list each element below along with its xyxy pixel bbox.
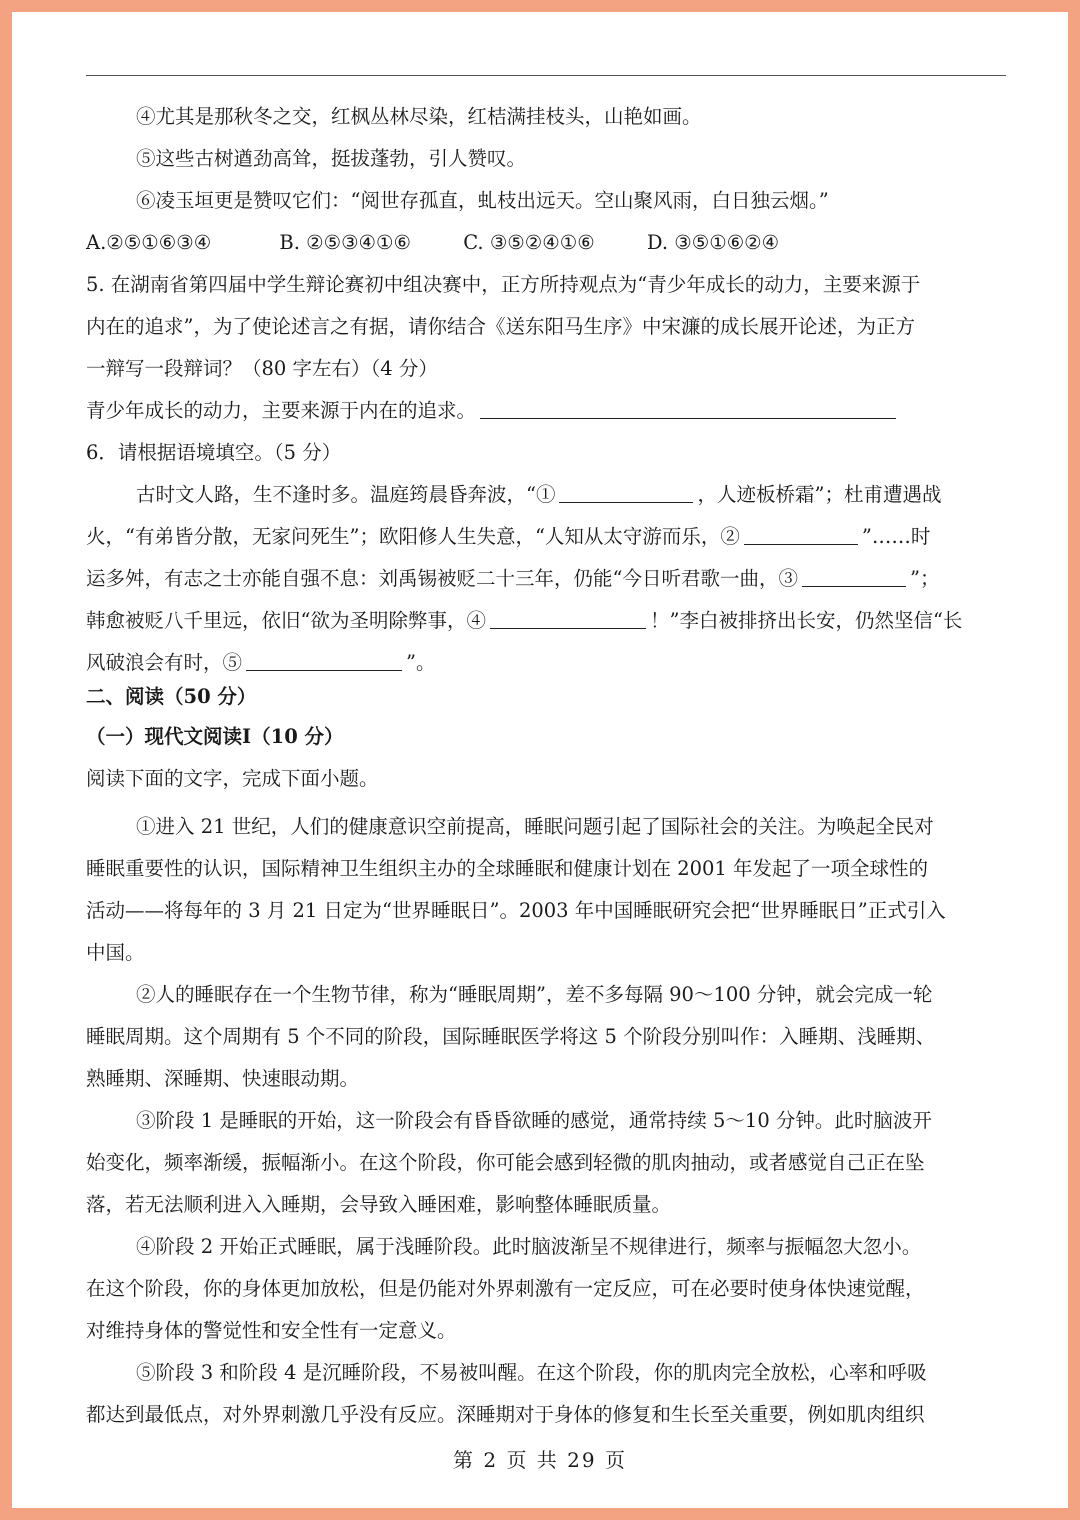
choice-a: A.②⑤①⑥③④ [86,231,212,254]
q6-line-5 [86,648,436,678]
passage-p3-l3: 落，若无法顺利进入入睡期，会导致入睡困难，影响整体睡眠质量。 [86,1193,672,1216]
passage-p4-l2: 在这个阶段，你的身体更加放松，但是仍能对外界刺激有一定反应，可在必要时使身体快速觉醒， [86,1277,925,1300]
blank-5[interactable] [246,650,402,671]
q5-line-3: 一辩写一段辩词？（80 字左右）（4 分） [86,357,438,380]
option-4: ④尤其是那秋冬之交，红枫丛林尽染，红桔满挂枝头，山艳如画。 [136,105,702,128]
choice-c: C. ③⑤②④①⑥ [463,231,595,254]
passage-p2-l3: 熟睡期、深睡期、快速眼动期。 [86,1067,360,1090]
passage-p5-l2: 都达到最低点，对外界刺激几乎没有反应。深睡期对于身体的修复和生长至关重要，例如肌肉组织 [86,1403,925,1426]
q6-line-4 [86,606,962,636]
q5-answer-blank[interactable] [480,398,896,419]
exam-page [12,12,1068,1508]
passage-p2-l2: 睡眠周期。这个周期有 5 个不同的阶段，国际睡眠医学将这 5 个阶段分别叫作：入睡期、浅睡期、 [86,1025,936,1048]
option-5: ⑤这些古树遒劲高耸，挺拔蓬勃，引人赞叹。 [136,147,527,170]
passage-p1-l2: 睡眠重要性的认识，国际精神卫生组织主办的全球睡眠和健康计划在 2001 年发起了一项全球性的 [86,857,929,880]
passage-p4-l3: 对维持身体的警觉性和安全性有一定意义。 [86,1319,457,1342]
passage-p1-l1: ①进入 21 世纪，人们的健康意识空前提高，睡眠问题引起了国际社会的关注。为唤起全民对 [136,815,934,838]
option-6: ⑥凌玉垣更是赞叹它们：“阅世存孤直，虬枝出远天。空山聚风雨，白日独云烟。” [136,189,829,212]
choice-b: B. ②⑤③④①⑥ [279,231,411,254]
q5-line-2: 内在的追求”，为了使论述言之有据，请你结合《送东阳马生序》中宋濂的成长展开论述，为正方 [86,315,915,338]
passage-p3-l1: ③阶段 1 是睡眠的开始，这一阶段会有昏昏欲睡的感觉，通常持续 5～10 分钟。此时脑波开 [136,1109,932,1132]
section-title: 二、阅读（50 分） [86,685,257,708]
passage-p5-l1: ⑤阶段 3 和阶段 4 是沉睡阶段，不易被叫醒。在这个阶段，你的肌肉完全放松，心率和呼吸 [136,1361,927,1384]
q5-prompt: 青少年成长的动力，主要来源于内在的追求。 [86,399,477,422]
blank-3[interactable] [802,566,906,587]
q6-title: 6．请根据语境填空。（5 分） [86,441,342,464]
instruction: 阅读下面的文字，完成下面小题。 [86,767,379,790]
choice-d: D. ③⑤①⑥②④ [646,231,780,254]
q6-text: ”； [909,567,940,590]
passage-p2-l1: ②人的睡眠存在一个生物节律，称为“睡眠周期”，差不多每隔 90～100 分钟，就会完成一轮 [136,983,933,1006]
passage-p1-l4: 中国。 [86,941,145,964]
passage-p4-l1: ④阶段 2 开始正式睡眠，属于浅睡阶段。此时脑波渐呈不规律进行，频率与振幅忽大忽小。 [136,1235,922,1258]
q6-text: 火，“有弟皆分散，无家问死生”；欧阳修人生失意，“人知从太守游而乐，② [86,525,740,548]
q6-line-3 [86,564,939,594]
page-number: 第 2 页 共 29 页 [453,1448,627,1472]
q5-line-1: 5. 在湖南省第四届中学生辩论赛初中组决赛中，正方所持观点为“青少年成长的动力，主要来源于 [86,273,921,296]
q6-text: ！”李白被排挤出长安，仍然坚信“长 [649,609,963,632]
q6-text: ”……时 [861,525,931,548]
passage-p1-l3: 活动——将每年的 3 月 21 日定为“世界睡眠日”。2003 年中国睡眠研究会把“世界睡眠日”正式引入 [86,899,946,922]
q5-answer-line [86,396,900,426]
q6-text: 运多舛，有志之士亦能自强不息：刘禹锡被贬二十三年，仍能“今日听君歌一曲，③ [86,567,798,590]
passage-p3-l2: 始变化，频率渐缓，振幅渐小。在这个阶段，你可能会感到轻微的肌肉抽动，或者感觉自己正在坠 [86,1151,925,1174]
q6-line-1 [86,480,941,510]
q6-text: 古时文人路，生不逢时多。温庭筠晨昏奔波，“① [136,483,556,506]
blank-1[interactable] [559,482,693,503]
q6-line-2 [86,522,930,552]
q6-text: 韩愈被贬八千里远，依旧“欲为圣明除弊事，④ [86,609,486,632]
answer-choices [86,228,779,258]
q6-text: 风破浪会有时，⑤ [86,651,243,674]
blank-2[interactable] [744,524,858,545]
q6-text: ，人迹板桥霜”；杜甫遭遇战 [697,483,942,506]
subsection-title: （一）现代文阅读Ⅰ（10 分） [86,725,344,748]
q6-text: ”。 [406,651,436,674]
blank-4[interactable] [490,608,646,629]
header-rule [86,75,1006,76]
